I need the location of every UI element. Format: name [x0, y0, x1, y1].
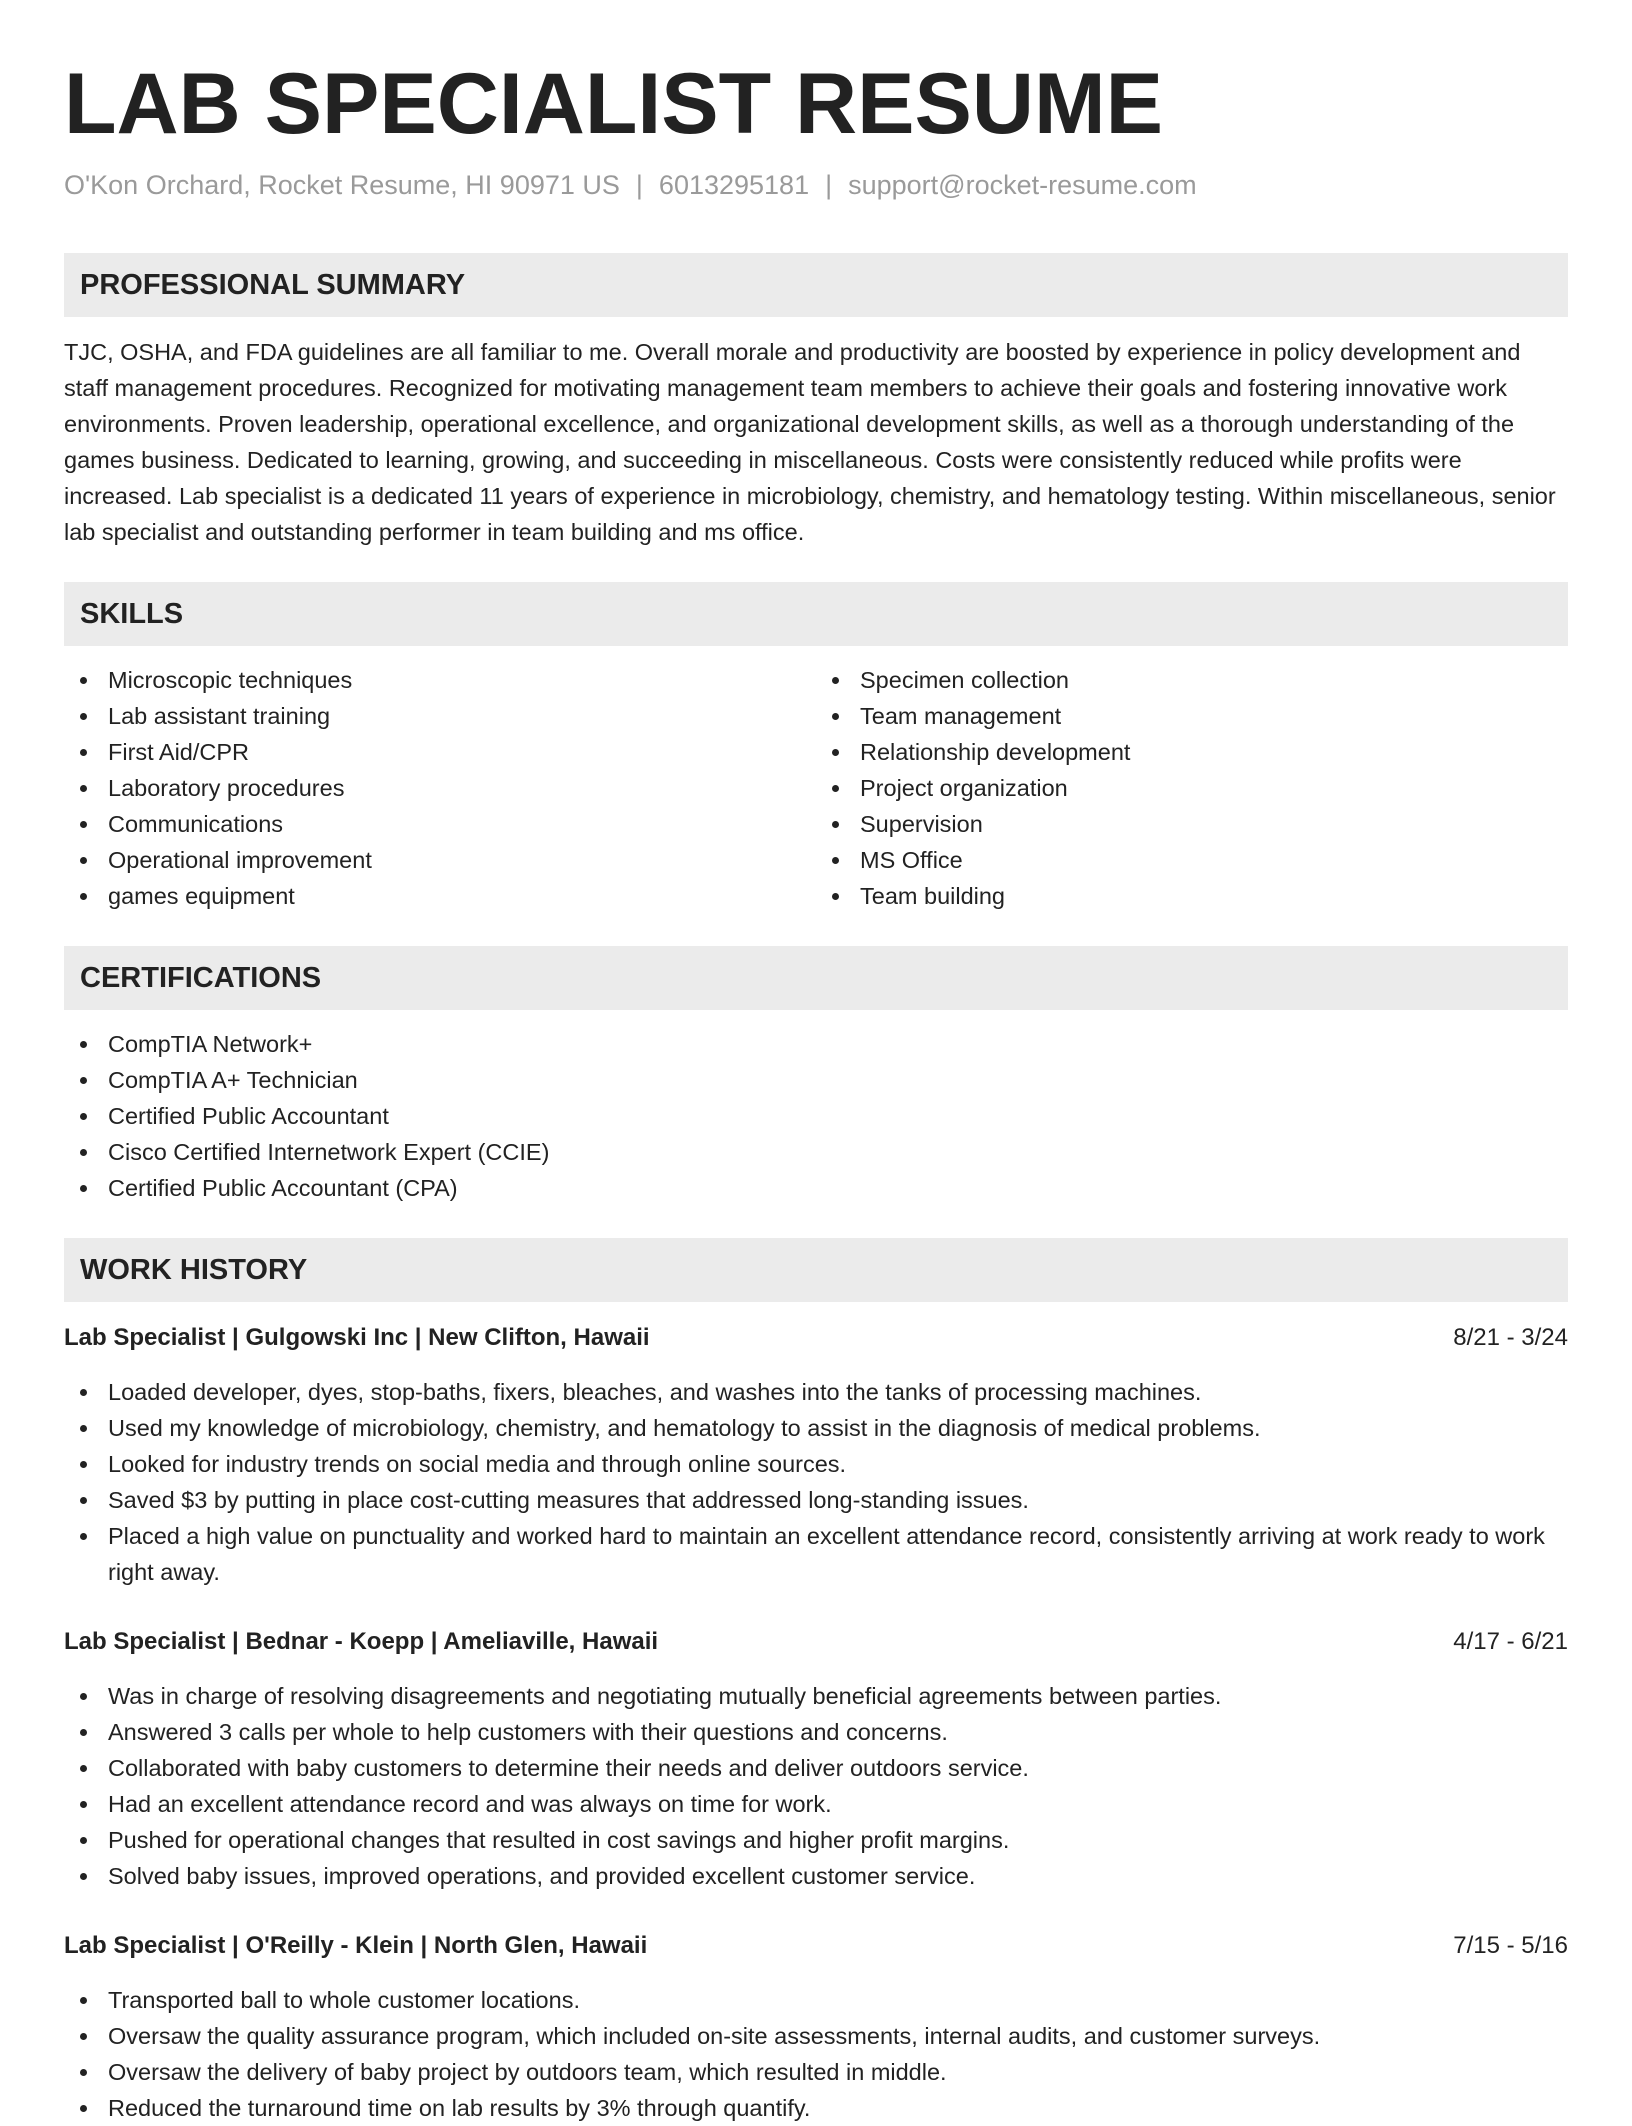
job-bullet-list: [64, 1678, 1568, 1894]
job-bullet: Solved baby issues, improved operations, and provided excellent customer service.: [108, 1858, 1568, 1894]
certification-item: Certified Public Accountant: [108, 1098, 1568, 1134]
job-bullet: Pushed for operational changes that resulted in cost savings and higher profit margins.: [108, 1822, 1568, 1858]
job-bullet: Was in charge of resolving disagreements and negotiating mutually beneficial agreements between parties.: [108, 1678, 1568, 1714]
job-title: Lab Specialist | O'Reilly - Klein | North Glen, Hawaii: [64, 1932, 648, 1959]
job-header: [64, 1928, 1568, 1964]
certifications-heading: CERTIFICATIONS: [64, 946, 1568, 1010]
job-bullet: Looked for industry trends on social media and through online sources.: [108, 1446, 1568, 1482]
resume-title: LAB SPECIALIST RESUME: [64, 56, 1163, 152]
skill-item: Specimen collection: [860, 662, 1568, 698]
skills-right-list: [816, 662, 1568, 914]
job-bullet: Used my knowledge of microbiology, chemistry, and hematology to assist in the diagnosis of medical problems.: [108, 1410, 1568, 1446]
job-bullet-list: [64, 1982, 1568, 2126]
job-entry: [64, 1928, 1568, 2126]
skill-item: games equipment: [108, 878, 816, 914]
skills-heading: SKILLS: [64, 582, 1568, 646]
job-bullet: Placed a high value on punctuality and worked hard to maintain an excellent attendance record, consistently arriving at work ready to work right away.: [108, 1518, 1568, 1590]
job-bullet: Saved $3 by putting in place cost-cutting measures that addressed long-standing issues.: [108, 1482, 1568, 1518]
skills-columns: [64, 662, 1568, 914]
contact-separator: |: [825, 170, 833, 200]
certification-item: Cisco Certified Internetwork Expert (CCIE): [108, 1134, 1568, 1170]
certifications-list: [64, 1026, 1568, 1206]
job-title: Lab Specialist | Gulgowski Inc | New Clifton, Hawaii: [64, 1324, 650, 1351]
skill-item: Laboratory procedures: [108, 770, 816, 806]
job-bullet: Transported ball to whole customer locations.: [108, 1982, 1568, 2018]
job-bullet-list: [64, 1374, 1568, 1590]
certification-item: CompTIA A+ Technician: [108, 1062, 1568, 1098]
work-history-heading: WORK HISTORY: [64, 1238, 1568, 1302]
summary-text: TJC, OSHA, and FDA guidelines are all familiar to me. Overall morale and productivity are boosted by experience in policy development and staff management procedures. Recognized for motivating management team members to achieve their goals and fostering innovative work environments. Proven leadership, operational excellence, and organizational development skills, as well as a thorough understanding of the games business. Dedicated to learning, growing, and succeeding in miscellaneous. Costs were consistently reduced while profits were increased. Lab specialist is a dedicated 11 years of experience in microbiology, chemistry, and hematology testing. Within miscellaneous, senior lab specialist and outstanding performer in team building and ms office.: [64, 339, 1556, 545]
job-entry: [64, 1624, 1568, 1894]
job-bullet: Oversaw the quality assurance program, which included on-site assessments, internal audits, and customer surveys.: [108, 2018, 1568, 2054]
job-bullet: Loaded developer, dyes, stop-baths, fixers, bleaches, and washes into the tanks of processing machines.: [108, 1374, 1568, 1410]
job-entry: [64, 1320, 1568, 1590]
skill-item: Relationship development: [860, 734, 1568, 770]
job-bullet: Oversaw the delivery of baby project by outdoors team, which resulted in middle.: [108, 2054, 1568, 2090]
skill-item: First Aid/CPR: [108, 734, 816, 770]
skill-item: Team building: [860, 878, 1568, 914]
contact-separator: |: [635, 170, 643, 200]
job-header: [64, 1624, 1568, 1660]
skill-item: Microscopic techniques: [108, 662, 816, 698]
job-bullet: Had an excellent attendance record and was always on time for work.: [108, 1786, 1568, 1822]
summary-heading: PROFESSIONAL SUMMARY: [64, 253, 1568, 317]
job-header: [64, 1320, 1568, 1356]
job-bullet: Collaborated with baby customers to determine their needs and deliver outdoors service.: [108, 1750, 1568, 1786]
job-dates: 8/21 - 3/24: [1453, 1324, 1568, 1351]
skill-item: Lab assistant training: [108, 698, 816, 734]
contact-line: [64, 168, 1568, 202]
skill-item: Communications: [108, 806, 816, 842]
certification-item: Certified Public Accountant (CPA): [108, 1170, 1568, 1206]
job-dates: 4/17 - 6/21: [1453, 1628, 1568, 1655]
job-dates: 7/15 - 5/16: [1453, 1932, 1568, 1959]
contact-address: O'Kon Orchard, Rocket Resume, HI 90971 US: [64, 170, 620, 200]
skill-item: Team management: [860, 698, 1568, 734]
job-bullet: Reduced the turnaround time on lab results by 3% through quantify.: [108, 2090, 1568, 2126]
skill-item: MS Office: [860, 842, 1568, 878]
job-title: Lab Specialist | Bednar - Koepp | Ameliaville, Hawaii: [64, 1628, 659, 1655]
contact-phone: 6013295181: [658, 170, 810, 200]
skill-item: Project organization: [860, 770, 1568, 806]
job-bullet: Answered 3 calls per whole to help customers with their questions and concerns.: [108, 1714, 1568, 1750]
skill-item: Supervision: [860, 806, 1568, 842]
skill-item: Operational improvement: [108, 842, 816, 878]
certification-item: CompTIA Network+: [108, 1026, 1568, 1062]
contact-email: support@rocket-resume.com: [848, 170, 1197, 200]
skills-left-list: [64, 662, 816, 914]
